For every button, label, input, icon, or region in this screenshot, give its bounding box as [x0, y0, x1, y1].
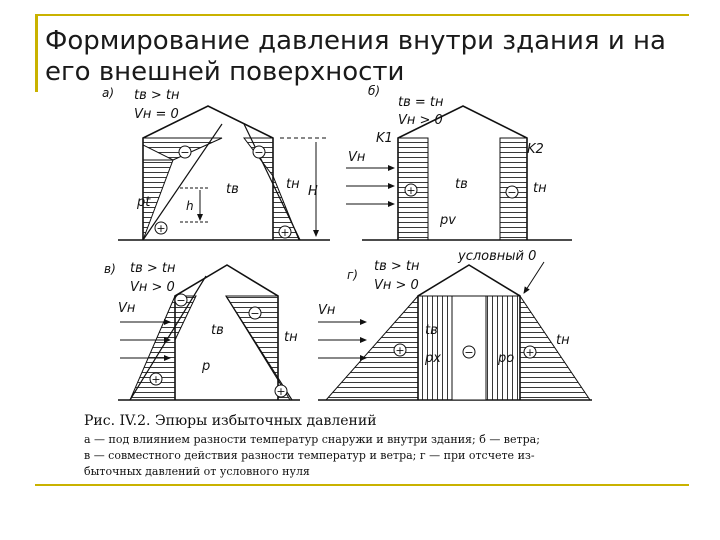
- caption-line: а — под влиянием разности температур снаружи и внутри здания; б — ветра;: [84, 433, 540, 446]
- panel-c: [104, 261, 300, 400]
- conditional-zero-label: условный 0: [458, 249, 537, 264]
- inside-temperature-label: tв: [211, 323, 224, 338]
- sign-label: −: [254, 146, 264, 159]
- slide-title: Формирование давления внутри здания и на его внешней поверхности: [45, 26, 666, 87]
- caption-line: быточных давлений от условного нуля: [84, 465, 310, 478]
- zero-pointer: [524, 262, 544, 293]
- condition-wind: Vн > 0: [130, 280, 175, 295]
- outside-temperature-label: tн: [286, 177, 300, 192]
- panel-b: [346, 84, 572, 240]
- wind-label: Vн: [318, 303, 336, 318]
- po-label: po: [498, 351, 515, 366]
- outside-temperature-label: tн: [284, 330, 298, 345]
- k2-label: K2: [527, 142, 544, 157]
- condition-temperature: tв > tн: [134, 88, 180, 103]
- inside-temperature-label: tв: [226, 182, 239, 197]
- outside-temperature-label: tн: [533, 181, 547, 196]
- caption-title: Рис. IV.2. Эпюры избыточных давлений: [84, 413, 377, 429]
- wind-label: Vн: [348, 150, 366, 165]
- condition-temperature: tв = tн: [398, 95, 444, 110]
- sign-label: +: [156, 222, 166, 235]
- outside-temperature-label: tн: [556, 333, 570, 348]
- condition-wind: Vн > 0: [374, 278, 419, 293]
- sign-label: +: [406, 184, 416, 197]
- panel-letter: в): [104, 262, 116, 276]
- inside-temperature-label: tв: [455, 177, 468, 192]
- sign-label: −: [176, 294, 186, 307]
- figure-caption: [84, 413, 540, 478]
- panel-letter: а): [102, 86, 115, 100]
- h-label: h: [186, 199, 194, 213]
- pressure-label: pt: [137, 195, 151, 210]
- panel-letter: б): [368, 84, 381, 98]
- condition-wind: Vн = 0: [134, 107, 179, 122]
- condition-temperature: tв > tн: [130, 261, 176, 276]
- wind-label: Vн: [118, 301, 136, 316]
- sign-label: −: [180, 146, 190, 159]
- sign-label: −: [507, 186, 517, 199]
- top-rule: [35, 14, 689, 16]
- k1-label: K1: [376, 131, 393, 146]
- sign-label: +: [395, 344, 405, 357]
- sign-label: −: [464, 346, 474, 359]
- sign-label: +: [280, 226, 290, 239]
- panel-a: [102, 86, 330, 240]
- H-label: H: [308, 184, 318, 199]
- pressure-label: pv: [440, 213, 456, 228]
- sign-label: −: [250, 307, 260, 320]
- bottom-rule: [35, 484, 689, 486]
- sign-label: +: [276, 385, 286, 398]
- inside-temperature-label: tв: [425, 323, 438, 338]
- condition-temperature: tв > tн: [374, 259, 420, 274]
- sign-label: +: [525, 346, 535, 359]
- sign-label: +: [151, 373, 161, 386]
- px-label: px: [425, 351, 441, 366]
- pressure-label: p: [202, 359, 211, 374]
- panel-letter: г): [347, 268, 358, 282]
- panel-d: [318, 249, 592, 400]
- caption-line: в — совместного действия разности температур и ветра; г — при отсчете из-: [84, 449, 535, 462]
- condition-wind: Vн > 0: [398, 113, 443, 128]
